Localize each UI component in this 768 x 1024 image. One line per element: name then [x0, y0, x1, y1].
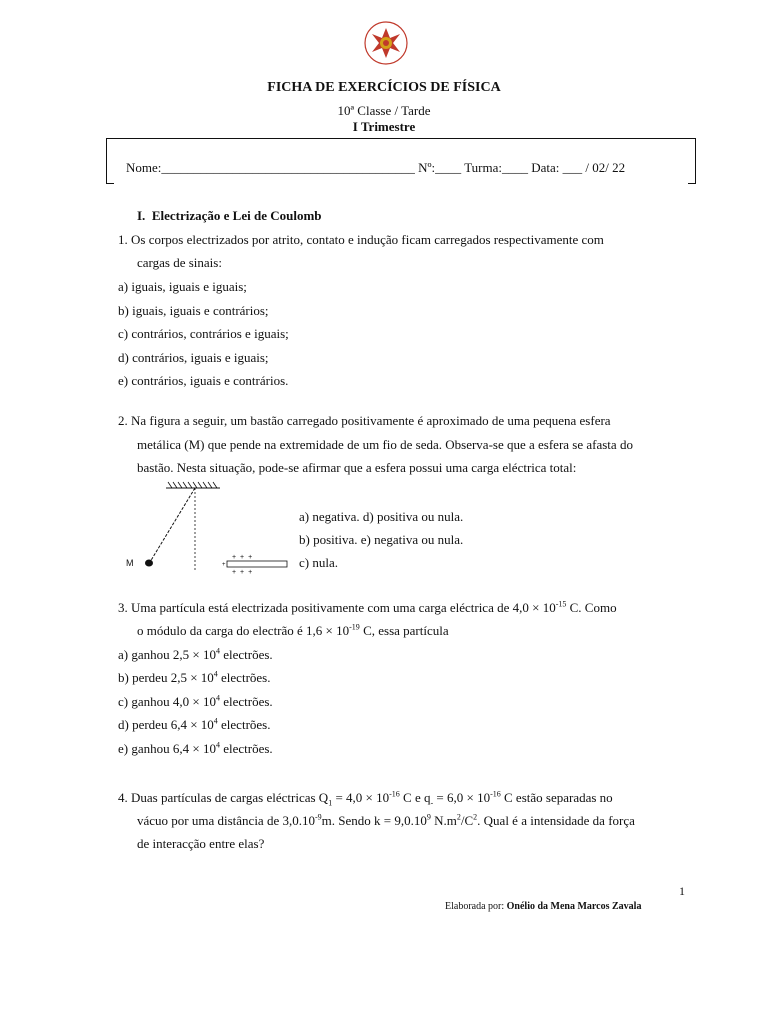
name-field[interactable]: _______________________________________ [161, 160, 415, 175]
q4-text: = 6,0 × 10 [433, 790, 491, 805]
class-label [0, 103, 768, 119]
q2-option[interactable]: b) positiva. e) negativa ou nula. [299, 532, 464, 547]
sphere [145, 560, 153, 567]
q3-option-exponent: 4 [215, 693, 220, 703]
q1-option[interactable]: a) iguais, iguais e iguais; [118, 279, 247, 294]
q3-option-exponent: 4 [213, 669, 218, 679]
q3-option[interactable] [118, 737, 273, 761]
q4-exponent: -16 [389, 789, 400, 799]
q3-text: o módulo da carga do electrão é 1,6 × 10 [137, 623, 350, 638]
q3-option[interactable] [118, 643, 273, 667]
q4-exponent: -9 [314, 812, 322, 822]
question-3 [118, 596, 617, 620]
q3-option-text: electrões. [219, 647, 273, 662]
q3-option-text: electrões. [219, 741, 273, 756]
q4-exponent: 9 [426, 812, 431, 822]
date-field[interactable]: ___ / 02/ 22 [559, 160, 626, 175]
q3-option-text: e) ganhou 6,4 × 10 [118, 741, 216, 756]
q2-number: 2. [118, 413, 128, 428]
q4-text: C e q [399, 790, 431, 805]
q4-text: N.m [430, 813, 457, 828]
date-label: Data: [531, 160, 560, 175]
q3-option[interactable] [118, 666, 270, 690]
student-info-line [126, 160, 625, 176]
q4-text: m. Sendo k = 9,0.10 [321, 813, 427, 828]
rod-charge-left: + [222, 562, 226, 568]
q4-exponent: -16 [490, 789, 501, 799]
q3-option-exponent: 4 [213, 716, 218, 726]
q2-option[interactable]: a) negativa. d) positiva ou nula. [299, 509, 464, 524]
charged-rod [227, 561, 287, 567]
q1-text-line2: cargas de sinais: [137, 255, 222, 270]
number-label: Nº: [418, 160, 436, 175]
q1-option[interactable]: b) iguais, iguais e contrários; [118, 303, 269, 318]
term-label: I Trimestre [352, 119, 416, 134]
question-4 [118, 786, 613, 810]
q4-text-line3: de interacção entre elas? [137, 836, 265, 851]
q1-option[interactable]: d) contrários, iguais e iguais; [118, 350, 269, 365]
q4-text-line2 [137, 809, 635, 833]
name-label: Nome: [126, 160, 162, 175]
q4-text: /C [460, 813, 474, 828]
q4-subscript: - [430, 798, 434, 808]
q4-text: vácuo por uma distância de 3,0.10 [137, 813, 315, 828]
prepared-by-label: Elaborada por: [445, 901, 505, 912]
q3-option-exponent: 4 [215, 646, 220, 656]
school-logo [363, 20, 409, 66]
q2-option[interactable]: c) nula. [299, 555, 338, 570]
section-number: I. [137, 208, 146, 223]
q4-text: C estão separadas no [500, 790, 613, 805]
q3-option-exponent: 4 [215, 740, 220, 750]
class-group-label: Turma: [464, 160, 502, 175]
q4-exponent: 2 [473, 812, 478, 822]
q1-text-line1: Os corpos electrizados por atrito, contato e indução ficam carregados respectivamente com [131, 232, 604, 247]
q2-text-line2: metálica (M) que pende na extremidade de um fio de seda. Observa-se que a esfera se afasta do [137, 437, 633, 452]
q3-option[interactable] [118, 713, 270, 737]
q3-text: Uma partícula está electrizada positivamente com uma carga eléctrica de 4,0 × 10 [131, 600, 556, 615]
q4-text: Duas partículas de cargas eléctricas Q [131, 790, 329, 805]
q4-subscript: 1 [328, 798, 333, 808]
q2-text-line1: Na figura a seguir, um bastão carregado positivamente é aproximado de uma pequena esfera [131, 413, 611, 428]
q3-option-text: d) perdeu 6,4 × 10 [118, 717, 214, 732]
question-2 [118, 409, 611, 433]
class-group-field[interactable]: ____ [502, 160, 528, 175]
q3-exponent: -19 [349, 622, 360, 632]
page-title: FICHA DE EXERCÍCIOS DE FÍSICA [267, 80, 501, 95]
q3-text: C. Como [566, 600, 617, 615]
q2-text-line3: bastão. Nesta situação, pode-se afirmar que a esfera possui uma carga eléctrica total: [137, 460, 577, 475]
q3-option-text: electrões. [217, 717, 271, 732]
rod-charges-top: + + + [232, 554, 254, 561]
page-number: 1 [679, 884, 685, 898]
q4-exponent: 2 [456, 812, 461, 822]
q4-text: . Qual é a intensidade da força [477, 813, 635, 828]
section-heading [137, 208, 322, 224]
q3-exponent: -15 [555, 599, 567, 609]
number-field[interactable]: ____ [435, 160, 462, 175]
rod-charges-bottom: + + + [232, 569, 254, 576]
q1-number: 1. [118, 232, 128, 247]
author-name: Onélio da Mena Marcos Zavala [506, 901, 642, 912]
q3-option-text: electrões. [219, 694, 273, 709]
q3-text-line2 [137, 619, 449, 643]
q4-text: = 4,0 × 10 [332, 790, 390, 805]
q1-option[interactable]: e) contrários, iguais e contrários. [118, 373, 289, 388]
q3-option-text: c) ganhou 4,0 × 10 [118, 694, 216, 709]
section-title: Electrização e Lei de Coulomb [151, 208, 322, 223]
q3-option-text: b) perdeu 2,5 × 10 [118, 670, 214, 685]
question-1 [118, 228, 688, 252]
footer-credit [445, 901, 641, 912]
q4-number: 4. [118, 790, 128, 805]
q3-option-text: electrões. [217, 670, 271, 685]
q3-option-text: a) ganhou 2,5 × 10 [118, 647, 216, 662]
q3-number: 3. [118, 600, 128, 615]
q1-option[interactable]: c) contrários, contrários e iguais; [118, 326, 289, 341]
q3-text: C, essa partícula [359, 623, 449, 638]
class-label-text: 10ª Classe / Tarde [337, 103, 431, 118]
q3-option[interactable] [118, 690, 273, 714]
sphere-label: M [126, 558, 134, 568]
q2-figure [120, 478, 300, 578]
